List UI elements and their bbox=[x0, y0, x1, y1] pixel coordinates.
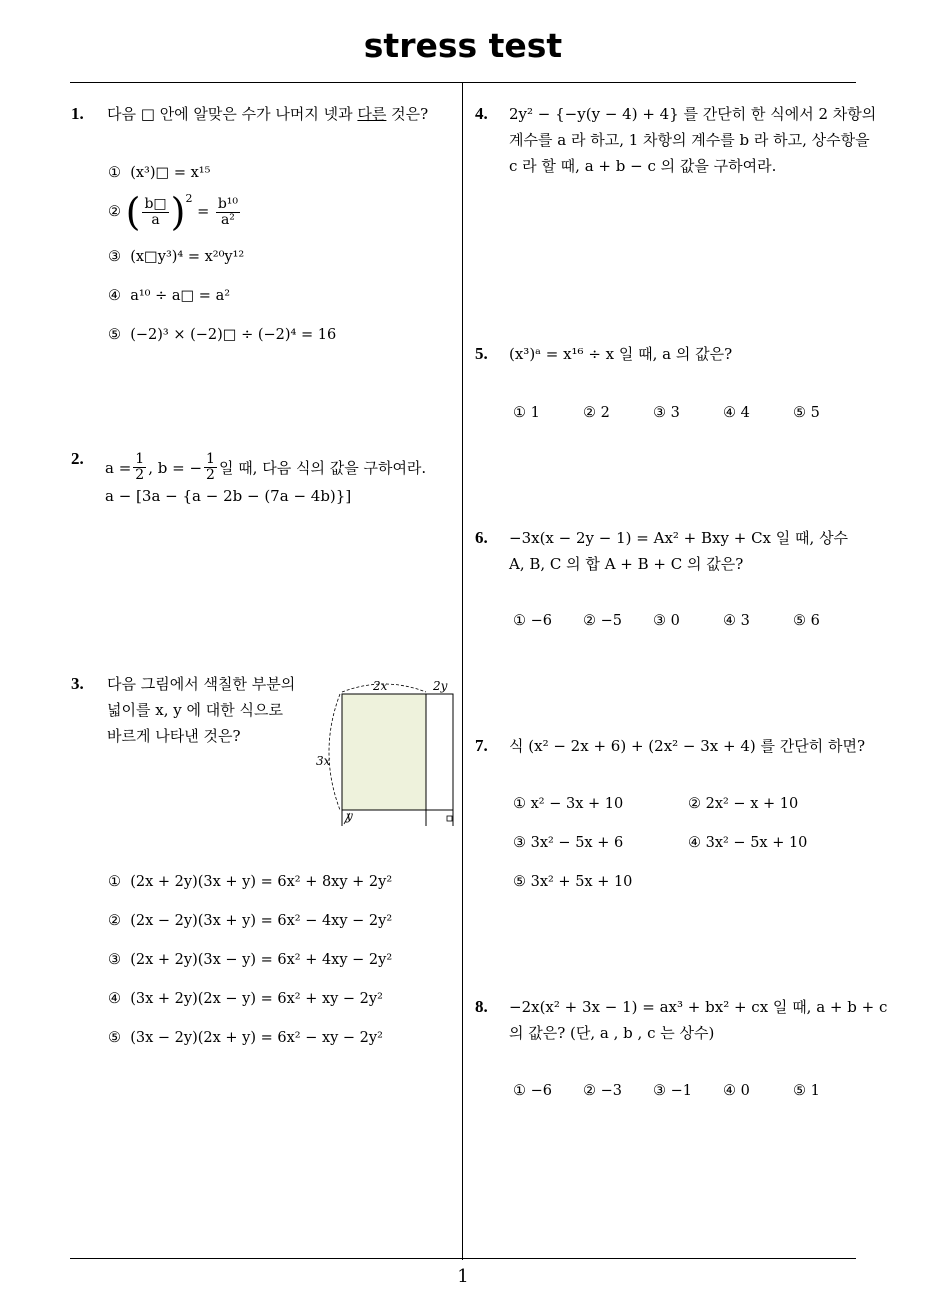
fraction-denominator: 2 bbox=[206, 467, 215, 483]
option bbox=[108, 913, 392, 929]
option: ② −3 bbox=[583, 1083, 622, 1099]
fraction-numerator: 1 bbox=[206, 451, 215, 467]
page-number: 1 bbox=[457, 1266, 469, 1287]
question-number: 2. bbox=[71, 449, 84, 468]
label-3x: 3x bbox=[316, 754, 331, 768]
left-brace bbox=[329, 694, 340, 810]
label-y: y bbox=[346, 809, 353, 823]
option-mark: ③ bbox=[108, 952, 121, 968]
question-number: 1. bbox=[71, 104, 84, 123]
question-text bbox=[509, 101, 876, 179]
question-line: c 라 할 때, a + b − c 의 값을 구하여라. bbox=[509, 157, 777, 175]
question-text bbox=[509, 525, 848, 577]
question-number: 4. bbox=[475, 104, 488, 123]
option: ① x² − 3x + 10 bbox=[513, 796, 624, 812]
right-angle-mark bbox=[447, 816, 452, 821]
shaded-region bbox=[342, 694, 426, 810]
header-rule bbox=[70, 82, 856, 83]
option bbox=[108, 952, 392, 968]
underlined-word: 다른 bbox=[357, 105, 387, 123]
option-expr: a¹⁰ ÷ a□ = a² bbox=[130, 288, 231, 304]
option: ③ −1 bbox=[653, 1083, 692, 1099]
expression: a − [3a − {a − 2b − (7a − 4b)}] bbox=[105, 487, 352, 505]
fraction bbox=[133, 452, 146, 483]
option: ④ 0 bbox=[723, 1083, 750, 1099]
area-figure bbox=[310, 676, 470, 826]
right-paren: ) bbox=[170, 190, 186, 234]
right-rect bbox=[426, 694, 453, 826]
label-2x: 2x bbox=[373, 679, 388, 693]
option: ① 1 bbox=[513, 405, 540, 421]
option bbox=[108, 991, 383, 1007]
fraction-denominator: a bbox=[151, 211, 160, 228]
option-expr: (2x + 2y)(3x − y) = 6x² + 4xy − 2y² bbox=[130, 952, 393, 968]
fraction-denominator: a² bbox=[220, 211, 235, 228]
option-mark: ② bbox=[108, 204, 121, 220]
option-mark: ⑤ bbox=[108, 327, 121, 343]
option bbox=[108, 249, 244, 265]
fraction-numerator: b¹⁰ bbox=[217, 195, 239, 212]
option-expr: (2x − 2y)(3x + y) = 6x² − 4xy − 2y² bbox=[130, 913, 393, 929]
option: ③ 3 bbox=[653, 405, 680, 421]
question-line: A, B, C 의 합 A + B + C 의 값은? bbox=[509, 555, 744, 573]
option bbox=[108, 288, 230, 304]
question-number: 6. bbox=[475, 528, 488, 547]
option: ⑤ 5 bbox=[793, 405, 820, 421]
question-text bbox=[107, 101, 428, 127]
option: ④ 3 bbox=[723, 613, 750, 629]
option-mark: ③ bbox=[108, 249, 121, 265]
var-a-label: a = bbox=[105, 458, 132, 477]
option-expr: (3x − 2y)(2x + y) = 6x² − xy − 2y² bbox=[130, 1030, 383, 1046]
option: ③ 3x² − 5x + 6 bbox=[513, 835, 624, 851]
column-divider bbox=[462, 83, 463, 1260]
option-expr: (x□y³)⁴ = x²⁰y¹² bbox=[130, 249, 245, 265]
question-number: 5. bbox=[475, 344, 488, 363]
question-line: 바르게 나타낸 것은? bbox=[107, 727, 241, 745]
option: ② −5 bbox=[583, 613, 622, 629]
question-text bbox=[105, 452, 426, 483]
option-mark: ⑤ bbox=[108, 1030, 121, 1046]
var-b-label: , b = − bbox=[148, 458, 203, 477]
exponent: 2 bbox=[185, 192, 193, 205]
question-line: 계수를 a 라 하고, 1 차항의 계수를 b 라 하고, 상수항을 bbox=[509, 131, 870, 149]
question-text: 식 (x² − 2x + 6) + (2x² − 3x + 4) 를 간단히 하면? bbox=[509, 737, 866, 755]
option-mark: ① bbox=[108, 165, 121, 181]
option: ⑤ 3x² + 5x + 10 bbox=[513, 874, 633, 890]
option-mark: ② bbox=[108, 913, 121, 929]
option: ① −6 bbox=[513, 613, 552, 629]
option: ② 2x² − x + 10 bbox=[688, 796, 799, 812]
question-text-part: 다음 □ 안에 알맞은 수가 나머지 넷과 bbox=[107, 105, 358, 123]
fraction bbox=[204, 452, 217, 483]
question-text bbox=[107, 671, 295, 749]
option-mark: ④ bbox=[108, 991, 121, 1007]
equals-sign: = bbox=[197, 204, 210, 220]
question-text-end: 것은? bbox=[386, 105, 429, 123]
option bbox=[108, 327, 336, 343]
question-number: 7. bbox=[475, 736, 488, 755]
question-number: 3. bbox=[71, 674, 84, 693]
option-mark: ① bbox=[108, 874, 121, 890]
left-paren: ( bbox=[125, 190, 141, 234]
option-mark: ④ bbox=[108, 288, 121, 304]
question-text-part: 일 때, 다음 식의 값을 구하여라. bbox=[218, 458, 427, 477]
option: ④ 4 bbox=[723, 405, 750, 421]
option: ⑤ 6 bbox=[793, 613, 820, 629]
fraction bbox=[142, 197, 168, 228]
fraction bbox=[216, 197, 240, 228]
option-expr: (−2)³ × (−2)□ ÷ (−2)⁴ = 16 bbox=[130, 327, 337, 343]
question-number: 8. bbox=[475, 997, 488, 1016]
option: ③ 0 bbox=[653, 613, 680, 629]
option: ② 2 bbox=[583, 405, 610, 421]
fraction-denominator: 2 bbox=[135, 467, 145, 483]
option: ① −6 bbox=[513, 1083, 552, 1099]
question-line: −3x(x − 2y − 1) = Ax² + Bxy + Cx 일 때, 상수 bbox=[509, 529, 849, 547]
question-line: −2x(x² + 3x − 1) = ax³ + bx² + cx 일 때, a + b + c bbox=[509, 998, 888, 1016]
question-line: 의 값은? (단, a , b , c 는 상수) bbox=[509, 1024, 715, 1042]
page-title: stress test bbox=[363, 26, 563, 65]
option: ④ 3x² − 5x + 10 bbox=[688, 835, 808, 851]
option bbox=[108, 165, 210, 181]
option: ⑤ 1 bbox=[793, 1083, 820, 1099]
question-text bbox=[509, 994, 887, 1046]
footer-rule bbox=[70, 1258, 856, 1259]
option-expr: (2x + 2y)(3x + y) = 6x² + 8xy + 2y² bbox=[130, 874, 393, 890]
question-text: (x³)ᵃ = x¹⁶ ÷ x 일 때, a 의 값은? bbox=[509, 345, 733, 363]
option-expr: (3x + 2y)(2x − y) = 6x² + xy − 2y² bbox=[130, 991, 383, 1007]
fraction-numerator: 1 bbox=[135, 451, 145, 467]
option bbox=[108, 1030, 383, 1046]
question-line: 넓이를 x, y 에 대한 식으로 bbox=[107, 701, 283, 719]
option bbox=[108, 874, 392, 890]
option bbox=[108, 190, 242, 234]
question-line: 2y² − {−y(y − 4) + 4} 를 간단히 한 식에서 2 차항의 bbox=[509, 105, 877, 123]
question-line: 다음 그림에서 색칠한 부분의 bbox=[107, 675, 296, 693]
label-2y: 2y bbox=[433, 679, 448, 693]
option-expr: (x³)□ = x¹⁵ bbox=[130, 165, 211, 181]
fraction-numerator: b□ bbox=[144, 195, 167, 212]
